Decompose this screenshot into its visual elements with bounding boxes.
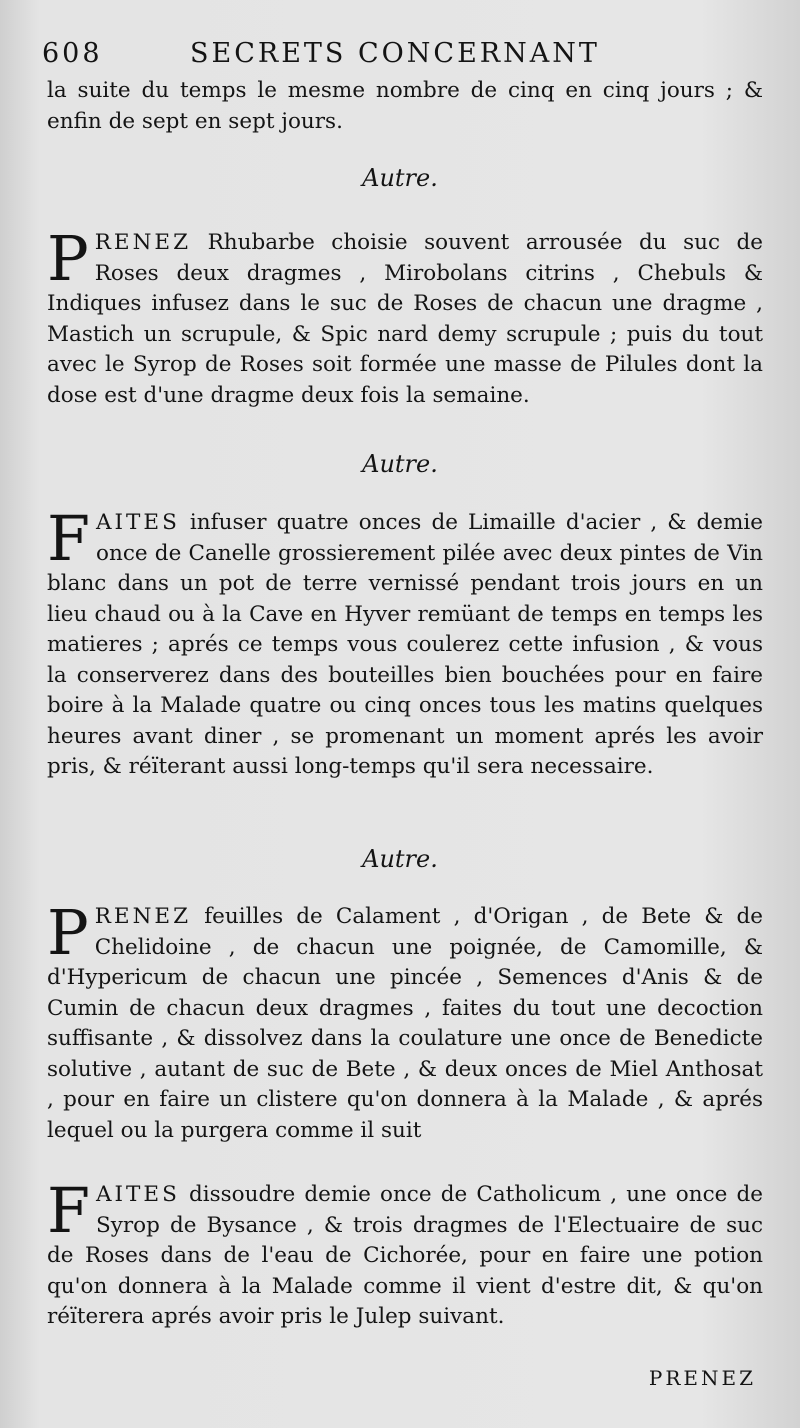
first-word: AITES: [96, 1182, 180, 1207]
continuation-paragraph: [47, 76, 763, 137]
page-number: 608: [42, 38, 103, 69]
recipe-paragraph: [47, 502, 763, 783]
recipe-paragraph: [47, 222, 763, 411]
catchword: PRENEZ: [648, 1366, 756, 1390]
first-word: RENEZ: [94, 904, 192, 929]
drop-cap: P: [47, 222, 89, 295]
recipe-text: feuilles de Calament , d'Origan , de Bete & de Chelidoine , de chacun une poignée, de Camomille, & d'Hypericum de chacun une pincée , Semences d'Anis & de Cumin de chacun deux dragmes , faites du tout une decoction suffisante , & dissolvez dans la coulature une once de Benedicte solutive , autant de suc de Bete , & deux onces de Miel Anthosat , pour en faire un clistere qu'on donnera à la Malade , & aprés lequel ou la purgera comme il suit: [47, 904, 763, 1143]
section-heading: Autre.: [362, 450, 438, 478]
recipe-paragraph: [47, 896, 763, 1146]
drop-cap: F: [47, 1174, 91, 1247]
recipe-paragraph: [47, 1174, 763, 1333]
drop-cap: P: [47, 896, 89, 969]
recipe-text: infuser quatre onces de Limaille d'acier , & demie once de Canelle grossierement pilée avec deux pintes de Vin blanc dans un pot de terre vernissé pendant trois jours en un lieu chaud ou à la Cave en Hyver remüant de temps en temps les matieres ; aprés ce temps vous coulerez cette infusion , & vous la conserverez dans des bouteilles bien bouchées pour en faire boire à la Malade quatre ou cinq onces tous les matins quelques heures avant diner , se promenant un moment aprés les avoir pris, & réïterant aussi long-temps qu'il sera necessaire.: [47, 510, 763, 779]
continuation-text: la suite du temps le mesme nombre de cinq en cinq jours ; & enfin de sept en sept jours.: [47, 78, 763, 134]
first-word: AITES: [96, 510, 180, 535]
recipe-text: Rhubarbe choisie souvent arrousée du suc de Roses deux dragmes , Mirobolans citrins , Chebuls & Indiques infusez dans le suc de Roses de chacun une dragme , Mastich un scrupule, & Spic nard demy scrupule ; puis du tout avec le Syrop de Roses soit formée une masse de Pilules dont la dose est d'une dragme deux fois la semaine.: [47, 230, 763, 408]
first-word: RENEZ: [94, 230, 192, 255]
section-heading: Autre.: [362, 845, 438, 873]
running-head: [42, 38, 760, 78]
drop-cap: F: [47, 502, 91, 575]
section-heading: Autre.: [362, 164, 438, 192]
running-title: SECRETS CONCERNANT: [190, 38, 600, 69]
recipe-text: dissoudre demie once de Catholicum , une once de Syrop de Bysance , & trois dragmes de l'Electuaire de suc de Roses dans de l'eau de Cichorée, pour en faire une potion qu'on donnera à la Malade comme il vient d'estre dit, & qu'on réïterera aprés avoir pris le Julep suivant.: [47, 1182, 763, 1329]
